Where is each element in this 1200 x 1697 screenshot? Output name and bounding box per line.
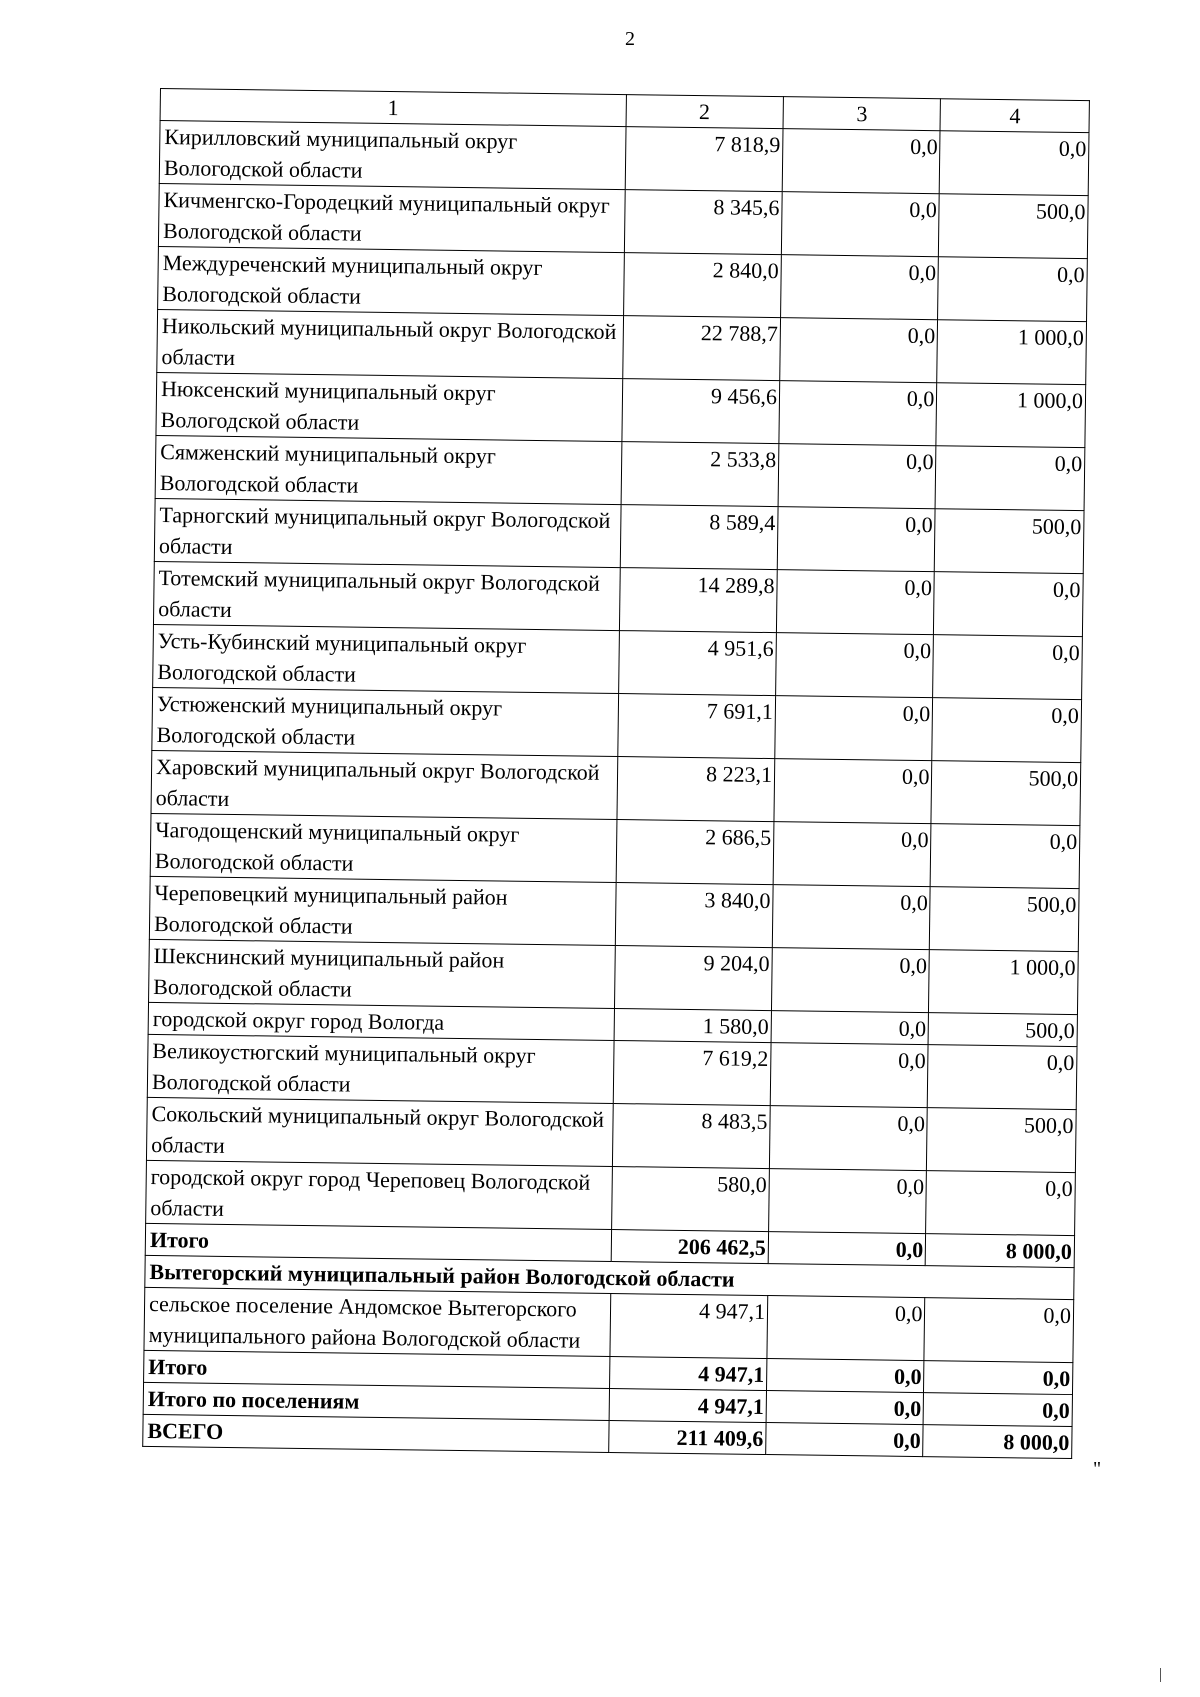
table-body	[143, 121, 1089, 1459]
column4-value-cell: 0,0	[928, 1045, 1077, 1110]
region-name-cell: Кирилловский муниципальный округ Вологодской области	[159, 121, 625, 190]
column4-value-cell: 500,0	[939, 194, 1088, 259]
table-row	[158, 246, 1088, 321]
region-name-cell: Харовский муниципальный округ Вологодской области	[151, 750, 617, 819]
region-name-cell: Сокольский муниципальный округ Вологодской области	[146, 1097, 612, 1166]
budget-table-wrapper	[142, 88, 1090, 1459]
column3-value-cell: 0,0	[772, 885, 930, 950]
table-row	[159, 121, 1089, 196]
region-name-cell: ВСЕГО	[143, 1414, 609, 1452]
column3-value-cell: 0,0	[767, 1296, 925, 1361]
column2-value-cell: 580,0	[611, 1167, 769, 1232]
column4-value-cell: 0,0	[938, 257, 1087, 322]
column2-value-cell: 7 619,2	[613, 1041, 771, 1106]
column4-value-cell: 500,0	[930, 887, 1079, 952]
column2-value-cell: 4 951,6	[618, 631, 776, 696]
column3-value-cell: 0,0	[782, 129, 940, 194]
region-name-cell: сельское поселение Андомское Вытегорского муниципального района Вологодской области	[144, 1287, 610, 1356]
column2-value-cell: 9 204,0	[614, 946, 772, 1011]
column3-value-cell: 0,0	[773, 822, 931, 887]
region-name-cell: Сямженский муниципальный округ Вологодской области	[155, 435, 621, 504]
region-name-cell: городской округ город Череповец Вологодской области	[146, 1160, 612, 1229]
closing-quote: "	[1093, 1458, 1102, 1480]
region-name-cell: Никольский муниципальный округ Вологодской области	[157, 309, 623, 378]
column3-value-cell: 0,0	[770, 1043, 928, 1108]
region-name-cell: Тарногский муниципальный округ Вологодской области	[154, 498, 620, 567]
column4-value-cell: 0,0	[934, 572, 1083, 637]
column2-value-cell: 4 947,1	[609, 1388, 767, 1422]
region-name-cell: Усть-Кубинский муниципальный округ Вологодской области	[153, 624, 619, 693]
column4-value-cell: 500,0	[928, 1013, 1077, 1047]
column3-value-cell: 0,0	[768, 1232, 926, 1266]
section-title: Вытегорский муниципальный район Вологодской области	[145, 1255, 1074, 1299]
column3-value-cell: 0,0	[775, 696, 933, 761]
column2-value-cell: 22 788,7	[622, 316, 780, 381]
column4-value-cell: 1 000,0	[929, 950, 1078, 1015]
column2-value-cell: 9 456,6	[622, 379, 780, 444]
table-row	[149, 876, 1079, 951]
column3-value-cell: 0,0	[774, 759, 932, 824]
table-row	[149, 939, 1079, 1014]
column2-value-cell: 8 589,4	[620, 505, 778, 570]
column3-value-cell: 0,0	[771, 948, 929, 1013]
column2-value-cell: 8 483,5	[612, 1104, 770, 1169]
region-name-cell: Междуреченский муниципальный округ Вологодской области	[158, 246, 624, 315]
column4-value-cell: 0,0	[940, 131, 1089, 196]
column2-value-cell: 211 409,6	[608, 1420, 766, 1454]
column3-value-cell: 0,0	[778, 444, 936, 509]
table-row	[147, 1034, 1077, 1109]
column4-value-cell: 0,0	[926, 1171, 1075, 1236]
column-header-4: 4	[940, 99, 1089, 133]
column4-value-cell: 0,0	[924, 1298, 1073, 1363]
column-header-1: 1	[160, 89, 626, 127]
column3-value-cell: 0,0	[781, 192, 939, 257]
region-name-cell: Итого	[144, 1350, 610, 1388]
column2-value-cell: 4 947,1	[609, 1356, 767, 1390]
region-name-cell: Шекснинский муниципальный район Вологодской области	[149, 939, 615, 1008]
column4-value-cell: 500,0	[931, 761, 1080, 826]
column2-value-cell: 2 686,5	[616, 820, 774, 885]
column2-value-cell: 1 580,0	[614, 1009, 772, 1043]
column3-value-cell: 0,0	[766, 1423, 924, 1457]
region-name-cell: Череповецкий муниципальный район Вологодской области	[149, 876, 615, 945]
region-name-cell: Устюженский муниципальный округ Вологодской области	[152, 687, 618, 756]
region-name-cell: Тотемский муниципальный округ Вологодской области	[153, 561, 619, 630]
column2-value-cell: 14 289,8	[619, 568, 777, 633]
column4-value-cell: 8 000,0	[926, 1234, 1075, 1268]
region-name-cell: Чагодощенский муниципальный округ Вологодской области	[150, 813, 616, 882]
table-row	[155, 435, 1085, 510]
region-name-cell: Итого по поселениям	[143, 1382, 609, 1420]
column-header-3: 3	[783, 97, 941, 131]
column4-value-cell: 8 000,0	[923, 1425, 1072, 1459]
region-name-cell: Нюксенский муниципальный округ Вологодской области	[156, 372, 622, 441]
column3-value-cell: 0,0	[771, 1011, 929, 1045]
column3-value-cell: 0,0	[776, 570, 934, 635]
table-row	[152, 687, 1082, 762]
column3-value-cell: 0,0	[777, 507, 935, 572]
column4-value-cell: 1 000,0	[936, 383, 1085, 448]
column3-value-cell: 0,0	[769, 1169, 927, 1234]
column3-value-cell: 0,0	[779, 381, 937, 446]
region-name-cell: Итого	[145, 1223, 611, 1261]
column4-value-cell: 500,0	[927, 1108, 1076, 1173]
budget-table	[142, 88, 1090, 1459]
column2-value-cell: 4 947,1	[610, 1293, 768, 1358]
column4-value-cell: 0,0	[923, 1393, 1072, 1427]
column2-value-cell: 2 840,0	[623, 253, 781, 318]
column2-value-cell: 7 691,1	[617, 694, 775, 759]
table-row	[144, 1287, 1074, 1362]
column4-value-cell: 500,0	[935, 509, 1084, 574]
column-header-2: 2	[626, 95, 784, 129]
column3-value-cell: 0,0	[769, 1106, 927, 1171]
column4-value-cell: 0,0	[931, 824, 1080, 889]
column2-value-cell: 206 462,5	[611, 1230, 769, 1264]
table-row	[156, 372, 1086, 447]
scan-mark	[1160, 1668, 1161, 1682]
column2-value-cell: 8 345,6	[624, 190, 782, 255]
column2-value-cell: 8 223,1	[617, 757, 775, 822]
table-row	[153, 624, 1083, 699]
column4-value-cell: 0,0	[933, 635, 1082, 700]
column2-value-cell: 7 818,9	[625, 127, 783, 192]
column3-value-cell: 0,0	[767, 1359, 925, 1393]
column4-value-cell: 1 000,0	[937, 320, 1086, 385]
column3-value-cell: 0,0	[780, 318, 938, 383]
column3-value-cell: 0,0	[776, 633, 934, 698]
table-row	[150, 813, 1080, 888]
column4-value-cell: 0,0	[932, 698, 1081, 763]
region-name-cell: городской округ город Вологда	[148, 1002, 614, 1040]
column2-value-cell: 3 840,0	[615, 883, 773, 948]
column4-value-cell: 0,0	[935, 446, 1084, 511]
region-name-cell: Кичменгско-Городецкий муниципальный округ Вологодской области	[158, 183, 624, 252]
column3-value-cell: 0,0	[766, 1391, 924, 1425]
column4-value-cell: 0,0	[924, 1361, 1073, 1395]
table-row	[158, 183, 1088, 258]
column3-value-cell: 0,0	[781, 255, 939, 320]
column2-value-cell: 2 533,8	[621, 442, 779, 507]
page-number: 2	[625, 28, 635, 50]
region-name-cell: Великоустюгский муниципальный округ Вологодской области	[147, 1034, 613, 1103]
